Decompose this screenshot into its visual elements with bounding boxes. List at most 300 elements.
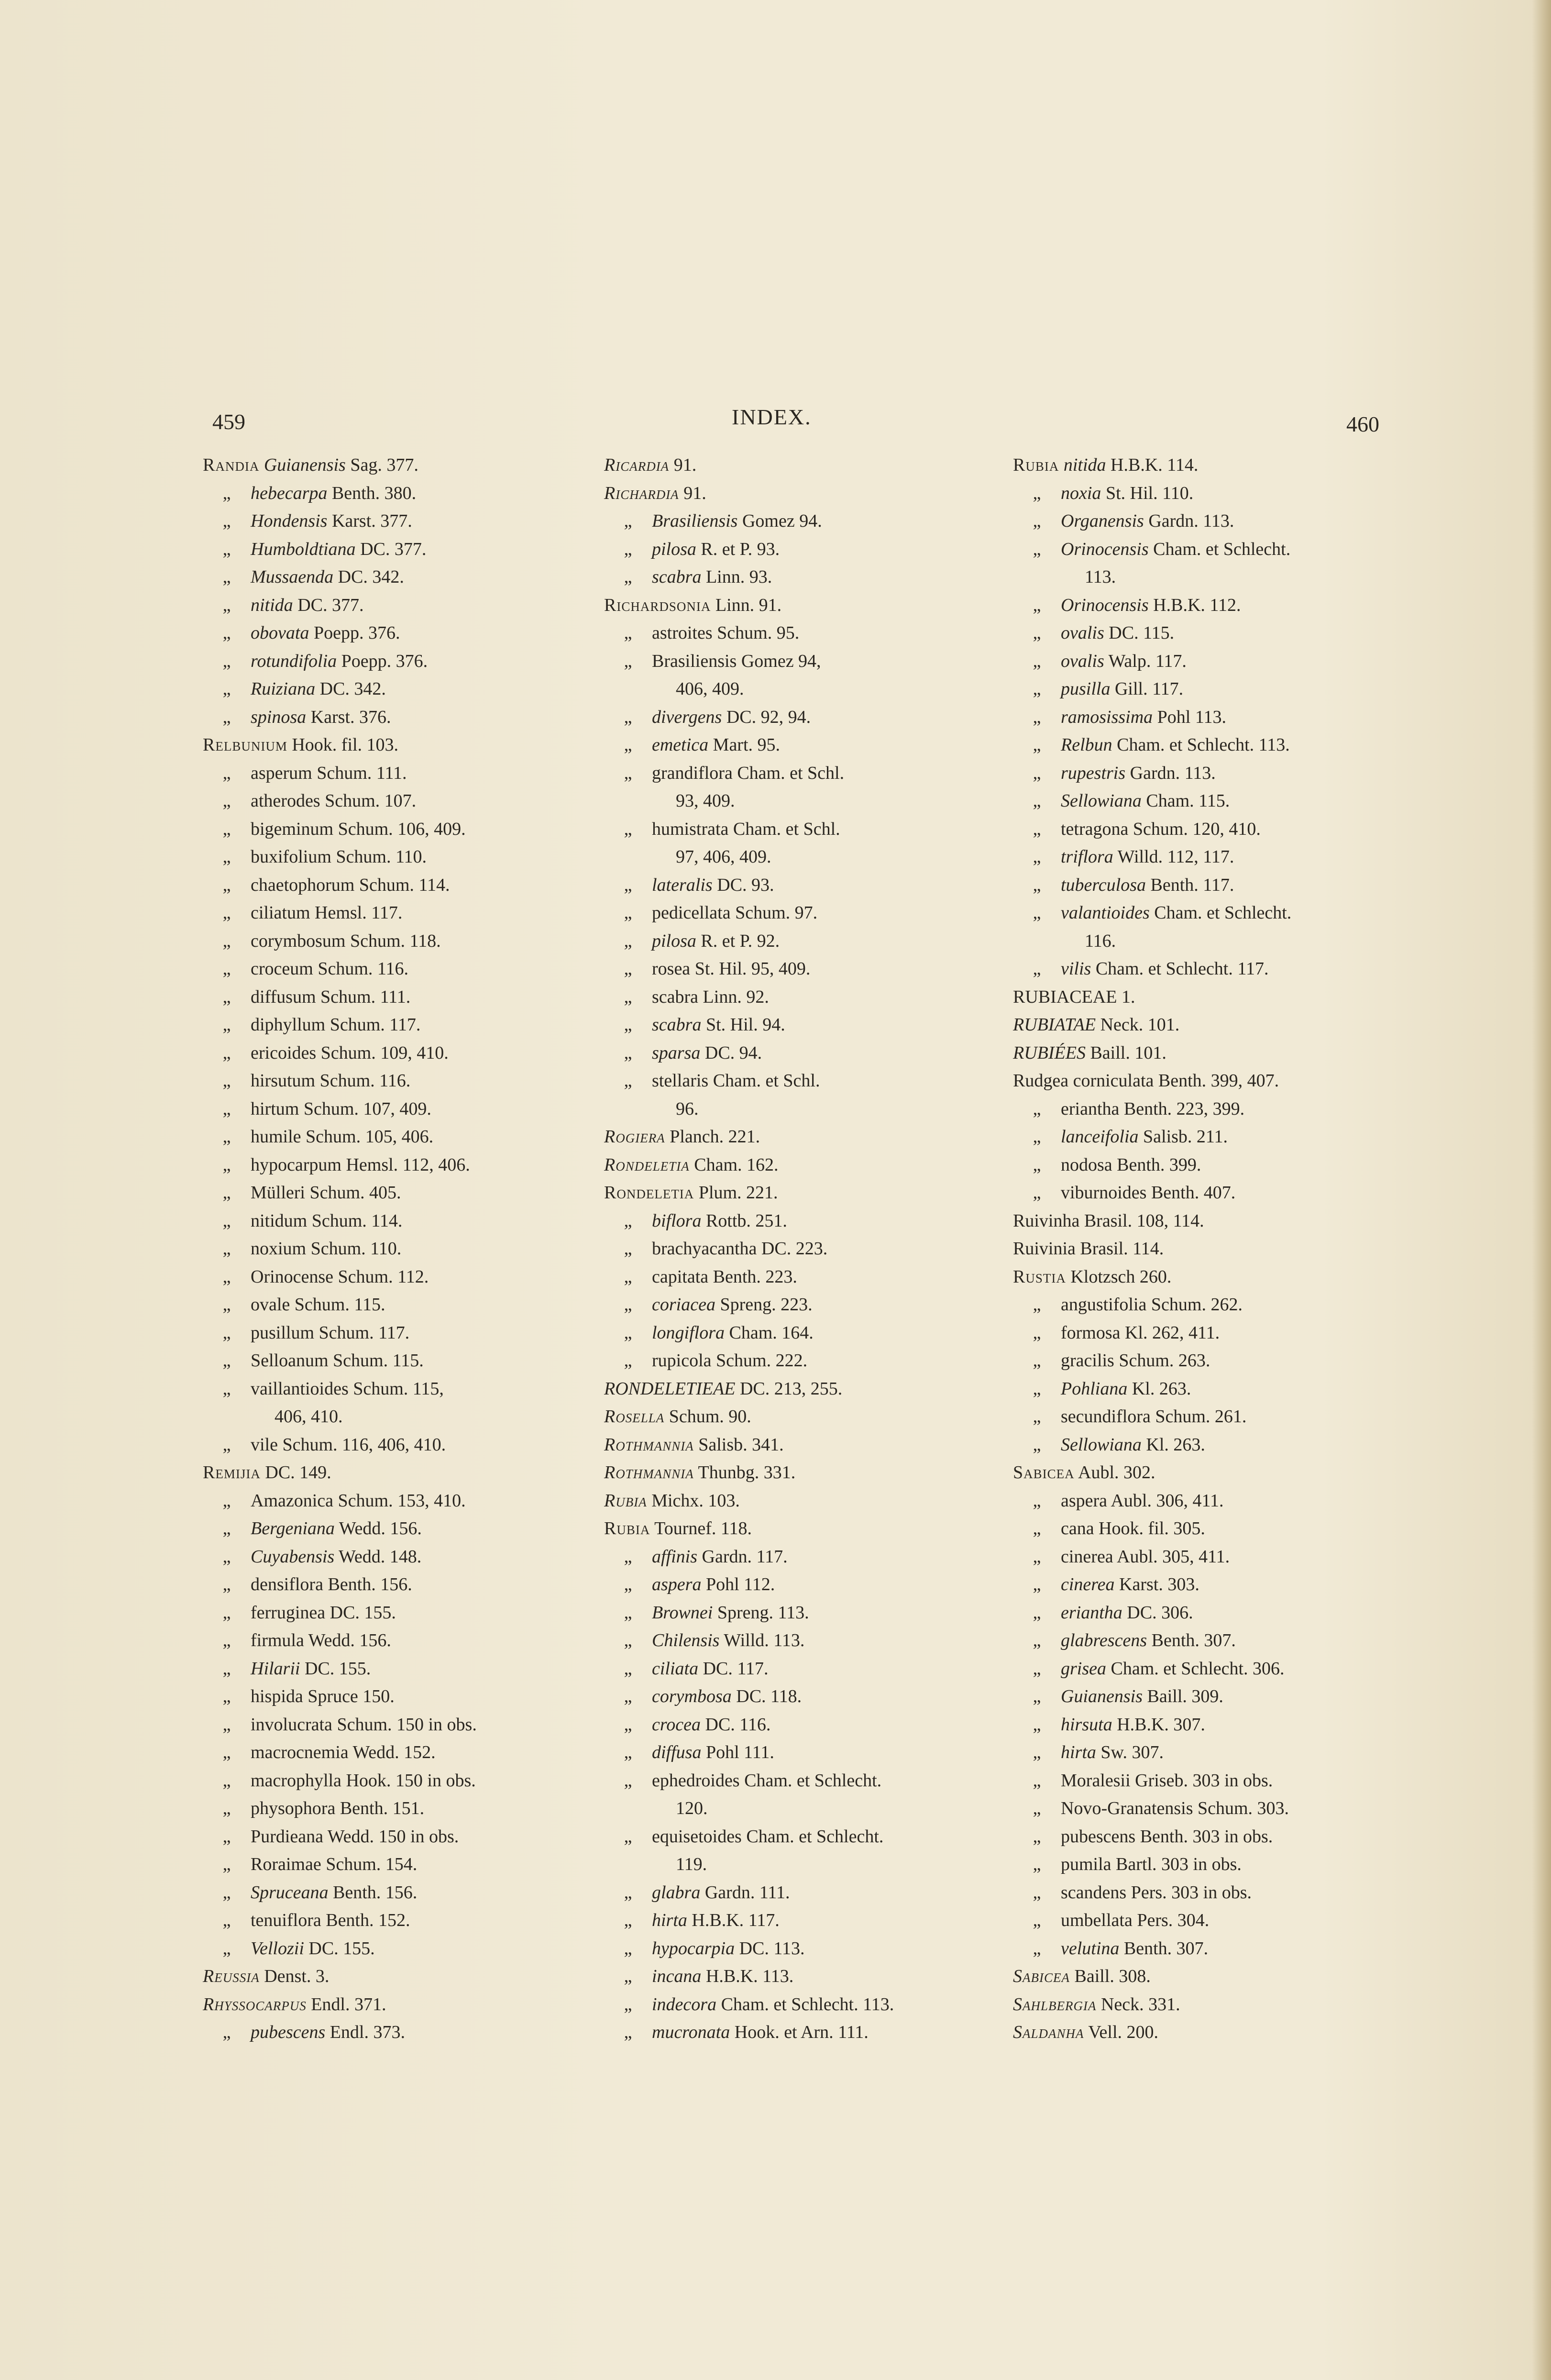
authority: R. et P. 93.	[696, 539, 780, 559]
genus-synonym: Sahlbergia	[1013, 1994, 1097, 2015]
index-entry	[604, 1403, 1015, 1431]
species-name: obovata	[251, 623, 309, 643]
index-entry	[604, 1627, 1015, 1655]
authority: Schum. 111.	[316, 986, 411, 1007]
species-name: atherodes	[251, 791, 320, 811]
authority: Tournef. 118.	[650, 1518, 752, 1539]
entry-text: Ruivinia Brasil. 114.	[1013, 1239, 1164, 1259]
ditto-mark: „	[624, 1546, 632, 1567]
species-name: asperum	[251, 763, 312, 783]
genus-name: Rubia	[604, 1518, 650, 1539]
index-entry	[1013, 927, 1424, 955]
authority: Cham. 164.	[725, 1322, 814, 1343]
species-name: formosa	[1061, 1322, 1121, 1343]
index-column-3	[1013, 451, 1424, 2047]
index-entry	[604, 1347, 1015, 1375]
index-entry	[604, 1599, 1015, 1627]
index-entry	[203, 507, 614, 535]
authority: Gardn. 117.	[697, 1546, 788, 1567]
species-name: Ruiziana	[251, 679, 316, 699]
index-entry	[203, 1571, 614, 1599]
index-entry	[604, 1207, 1015, 1235]
ditto-mark: „	[1033, 1938, 1041, 1959]
index-entry	[1013, 1263, 1424, 1291]
species-name: ramosissima	[1061, 707, 1153, 727]
species-name: ciliata	[652, 1658, 699, 1679]
index-entry	[604, 1179, 1015, 1207]
authority: Cham. et Schlecht.	[739, 1770, 882, 1791]
entry-continuation: 93, 409.	[676, 791, 735, 811]
index-entry	[203, 675, 614, 703]
genus-name: Rubia	[1013, 455, 1059, 475]
ditto-mark: „	[624, 1742, 632, 1762]
authority: Hemsl. 117.	[310, 903, 403, 923]
tribe-name: RUBIÉES	[1013, 1042, 1086, 1063]
species-name: Purdieana	[251, 1826, 323, 1847]
species-name: macrophylla	[251, 1770, 341, 1791]
ditto-mark: „	[222, 763, 231, 783]
ditto-mark: „	[222, 1239, 231, 1259]
genus-synonym: Rosella	[604, 1406, 665, 1427]
index-entry	[203, 1599, 614, 1627]
ditto-mark: „	[1033, 1434, 1041, 1455]
index-entry	[1013, 1767, 1424, 1795]
species-name: diffusum	[251, 986, 316, 1007]
authority: Gardn. 113.	[1144, 511, 1234, 531]
authority: Schum. 117.	[325, 1015, 421, 1035]
authority: Aubl. 305, 411.	[1113, 1546, 1230, 1567]
ditto-mark: „	[222, 1546, 231, 1567]
authority: Hook. fil. 103.	[287, 735, 399, 755]
ditto-mark: „	[1033, 819, 1041, 839]
ditto-mark: „	[222, 1490, 231, 1511]
authority: DC. 115.	[1104, 623, 1175, 643]
species-name: scabra	[652, 1015, 702, 1035]
authority: Michx. 103.	[647, 1490, 740, 1511]
species-name: nitidum	[251, 1210, 308, 1231]
species-name: affinis	[652, 1546, 698, 1567]
entry-continuation: 113.	[1085, 567, 1116, 587]
ditto-mark: „	[624, 1630, 632, 1650]
index-entry	[604, 1431, 1015, 1459]
species-name: vilis	[1061, 959, 1091, 979]
authority: Bartl. 303 in obs.	[1111, 1854, 1242, 1874]
authority: Benth. 156.	[323, 1574, 412, 1594]
authority: DC. 118.	[731, 1686, 802, 1706]
authority: DC. 116.	[700, 1714, 771, 1735]
index-entry	[1013, 451, 1424, 479]
species-name: capitata	[652, 1266, 709, 1287]
ditto-mark: „	[1033, 1686, 1041, 1706]
index-entry	[604, 927, 1015, 955]
page-header	[0, 404, 1551, 443]
genus-name: Rondeletia	[604, 1183, 694, 1203]
authority: Schum. 116, 406, 410.	[277, 1434, 446, 1455]
ditto-mark: „	[624, 1826, 632, 1847]
index-entry	[604, 563, 1015, 591]
species-name: divergens	[652, 707, 722, 727]
index-entry	[604, 451, 1015, 479]
species-name: angustifolia	[1061, 1295, 1147, 1315]
index-entry	[1013, 1347, 1424, 1375]
species-name: Humboldtiana	[251, 539, 356, 559]
ditto-mark: „	[1033, 1910, 1041, 1930]
entry-continuation: 406, 409.	[676, 679, 744, 699]
ditto-mark: „	[624, 1994, 632, 2015]
authority: DC. 94.	[700, 1042, 762, 1063]
authority: St. Hil. 95, 409.	[690, 959, 811, 979]
left-page-number: 459	[212, 410, 245, 434]
index-entry	[1013, 1011, 1424, 1039]
species-name: grandiflora	[652, 763, 733, 783]
index-entry	[604, 1571, 1015, 1599]
authority: Benth. 117.	[1146, 875, 1234, 895]
index-entry	[1013, 675, 1424, 703]
ditto-mark: „	[1033, 511, 1041, 531]
ditto-mark: „	[624, 707, 632, 727]
species-name: eriantha	[1061, 1602, 1122, 1623]
authority: Schum. 117.	[314, 1322, 410, 1343]
genus-name: Rustia	[1013, 1266, 1066, 1287]
species-name: hirta	[1061, 1742, 1096, 1762]
index-entry	[1013, 1794, 1424, 1823]
authority: Wedd. 152.	[348, 1742, 436, 1762]
authority: Cham. 115.	[1141, 791, 1230, 811]
genus-synonym: Rothmannia	[604, 1434, 694, 1455]
index-entry	[203, 535, 614, 564]
index-entry	[203, 1431, 614, 1459]
ditto-mark: „	[1033, 1770, 1041, 1791]
genus-name: Relbunium	[203, 735, 287, 755]
ditto-mark: „	[624, 735, 632, 755]
species-name: Chilensis	[652, 1630, 720, 1650]
index-entry	[203, 843, 614, 871]
ditto-mark: „	[624, 651, 632, 671]
species-name: nodosa	[1061, 1154, 1112, 1175]
species-name: hebecarpa	[251, 483, 328, 503]
species-name: aspera	[652, 1574, 702, 1594]
ditto-mark: „	[624, 623, 632, 643]
index-entry	[604, 1991, 1015, 2019]
species-name: ovalis	[1061, 651, 1104, 671]
species-name: longiflora	[652, 1322, 725, 1343]
authority: H.B.K. 112.	[1148, 595, 1241, 615]
index-entry	[203, 731, 614, 759]
species-name: Sellowiana	[1061, 791, 1142, 811]
authority: Linn. 92.	[698, 986, 769, 1007]
ditto-mark: „	[624, 1210, 632, 1231]
index-entry	[203, 1794, 614, 1823]
species-name: pilosa	[652, 930, 696, 951]
index-entry	[203, 1067, 614, 1095]
authority: Schum. 90.	[664, 1406, 751, 1427]
species-name: ephedroides	[652, 1770, 740, 1791]
ditto-mark: „	[1033, 1518, 1041, 1539]
index-entry	[604, 1515, 1015, 1543]
ditto-mark: „	[222, 1826, 231, 1847]
index-entry	[203, 787, 614, 815]
genus-synonym: Reussia	[203, 1966, 260, 1986]
index-entry	[604, 731, 1015, 759]
ditto-mark: „	[1033, 1546, 1041, 1567]
authority: DC. 213, 255.	[735, 1378, 843, 1399]
ditto-mark: „	[222, 1742, 231, 1762]
ditto-mark: „	[222, 875, 231, 895]
authority: Pers. 304.	[1132, 1910, 1210, 1930]
species-name: astroites	[652, 623, 713, 643]
species-name: cinerea	[1061, 1574, 1115, 1594]
ditto-mark: „	[624, 1658, 632, 1679]
species-name: aspera	[1061, 1490, 1108, 1511]
ditto-mark: „	[222, 539, 231, 559]
authority: R. et P. 92.	[696, 930, 780, 951]
index-entry	[1013, 759, 1424, 787]
ditto-mark: „	[1033, 1826, 1041, 1847]
index-entry	[1013, 1207, 1424, 1235]
index-entry	[1013, 1459, 1424, 1487]
species-name: incana	[652, 1966, 702, 1986]
index-entry	[604, 647, 1015, 675]
species-name: ciliatum	[251, 903, 310, 923]
authority: Schum. 112.	[333, 1266, 429, 1287]
index-entry	[604, 479, 1015, 508]
index-entry	[203, 871, 614, 899]
ditto-mark: „	[222, 1910, 231, 1930]
index-entry	[1013, 619, 1424, 647]
ditto-mark: „	[1033, 1854, 1041, 1874]
index-entry	[604, 1375, 1015, 1403]
index-column-2	[604, 451, 1015, 2047]
index-entry	[203, 1487, 614, 1515]
authority: Poepp. 376.	[309, 623, 400, 643]
ditto-mark: „	[624, 1042, 632, 1063]
species-name: secundiflora	[1061, 1406, 1151, 1427]
ditto-mark: „	[222, 2022, 231, 2042]
index-entry	[203, 1738, 614, 1767]
index-entry	[203, 1655, 614, 1683]
genus-synonym: Saldanha	[1013, 2022, 1084, 2042]
ditto-mark: „	[222, 595, 231, 615]
index-entry	[604, 703, 1015, 731]
species-name: biflora	[652, 1210, 702, 1231]
species-name: Sellowiana	[1061, 1434, 1142, 1455]
ditto-mark: „	[222, 1210, 231, 1231]
index-entry	[203, 1151, 614, 1179]
ditto-mark: „	[1033, 1322, 1041, 1343]
index-entry	[604, 1655, 1015, 1683]
index-entry	[203, 1179, 614, 1207]
ditto-mark: „	[222, 819, 231, 839]
ditto-mark: „	[222, 1770, 231, 1791]
authority: DC. 377.	[355, 539, 427, 559]
species-name: Vellozii	[251, 1938, 304, 1959]
species-name: lateralis	[652, 875, 713, 895]
ditto-mark: „	[624, 1015, 632, 1035]
index-entry	[1013, 2018, 1424, 2047]
authority: Wedd. 150 in obs.	[323, 1826, 459, 1847]
authority: Benth. 307.	[1147, 1630, 1236, 1650]
index-entry	[604, 1459, 1015, 1487]
species-name: eriantha	[1061, 1098, 1120, 1119]
species-name: Novo-Granatensis	[1061, 1798, 1193, 1818]
index-entry	[203, 1095, 614, 1123]
index-entry	[1013, 1123, 1424, 1151]
index-entry	[604, 1039, 1015, 1067]
species-name: grisea	[1061, 1658, 1106, 1679]
authority: Klotzsch 260.	[1066, 1266, 1172, 1287]
ditto-mark: „	[624, 1266, 632, 1287]
index-entry	[1013, 563, 1424, 591]
ditto-mark: „	[222, 1574, 231, 1594]
authority: Spreng. 223.	[715, 1295, 813, 1315]
index-entry	[1013, 983, 1424, 1011]
species-name: hirta	[652, 1910, 687, 1930]
authority: Endl. 373.	[325, 2022, 405, 2042]
ditto-mark: „	[624, 959, 632, 979]
entry-continuation: 406, 410.	[275, 1406, 343, 1427]
authority: Schum. 111.	[312, 763, 407, 783]
authority: DC. 306.	[1122, 1602, 1193, 1623]
species-name: cinerea	[1061, 1546, 1113, 1567]
authority: DC. 155.	[325, 1602, 396, 1623]
authority: Schum. 116.	[313, 959, 408, 979]
ditto-mark: „	[1033, 1351, 1041, 1371]
species-name: scabra	[652, 567, 702, 587]
index-entry	[604, 1067, 1015, 1095]
authority: Endl. 371.	[306, 1994, 386, 2015]
authority: Neck. 101.	[1096, 1015, 1180, 1035]
species-name: Relbun	[1061, 735, 1112, 755]
index-entry	[203, 1711, 614, 1739]
ditto-mark: „	[1033, 679, 1041, 699]
ditto-mark: „	[624, 1351, 632, 1371]
authority: Sag. 377.	[345, 455, 418, 475]
index-entry	[604, 1767, 1015, 1795]
species-name: Guianensis	[1061, 1686, 1143, 1706]
authority: Planch. 221.	[665, 1127, 760, 1147]
ditto-mark: „	[624, 539, 632, 559]
ditto-mark: „	[624, 1295, 632, 1315]
index-entry	[1013, 1151, 1424, 1179]
species-name: Orinocense	[251, 1266, 334, 1287]
ditto-mark: „	[1033, 903, 1041, 923]
genus-name: Sabicea	[1013, 1462, 1075, 1483]
index-entry	[203, 647, 614, 675]
ditto-mark: „	[624, 1686, 632, 1706]
authority: Schum. 107, 409.	[299, 1098, 431, 1119]
tribe-name: RONDELETIEAE	[604, 1378, 736, 1399]
index-entry	[1013, 1738, 1424, 1767]
ditto-mark: „	[1033, 1742, 1041, 1762]
authority: Karst. 376.	[306, 707, 391, 727]
species-name: scandens	[1061, 1882, 1127, 1903]
index-entry	[203, 1515, 614, 1543]
species-name: brachyacantha	[652, 1239, 757, 1259]
authority: Gardn. 111.	[700, 1882, 790, 1903]
authority: Schum. 153, 410.	[333, 1490, 466, 1511]
index-entry	[1013, 1179, 1424, 1207]
species-name: pumila	[1061, 1854, 1111, 1874]
index-entry	[203, 1319, 614, 1347]
authority: Hemsl. 112, 406.	[341, 1154, 470, 1175]
authority: Schum. 263.	[1114, 1351, 1210, 1371]
index-entry	[604, 1683, 1015, 1711]
authority: 91.	[679, 483, 706, 503]
index-entry	[604, 1235, 1015, 1263]
genus-name: Remijia	[203, 1462, 261, 1483]
authority: Linn. 91.	[711, 595, 782, 615]
entry-continuation: 120.	[676, 1798, 708, 1818]
ditto-mark: „	[222, 1295, 231, 1315]
ditto-mark: „	[1033, 1295, 1041, 1315]
authority: DC. 113.	[735, 1938, 805, 1959]
species-name: umbellata	[1061, 1910, 1133, 1930]
index-entry	[1013, 1683, 1424, 1711]
species-name: Guianensis	[264, 455, 346, 475]
genus-synonym: Ricardia	[604, 455, 670, 475]
authority: Schum. 261.	[1150, 1406, 1247, 1427]
authority: Karst. 377.	[327, 511, 412, 531]
ditto-mark: „	[624, 1910, 632, 1930]
index-entry	[203, 1850, 614, 1879]
ditto-mark: „	[1033, 1127, 1041, 1147]
entry-continuation: 96.	[676, 1098, 699, 1119]
index-entry	[1013, 1906, 1424, 1935]
authority: Schum. 110.	[331, 847, 427, 867]
species-name: humile	[251, 1127, 301, 1147]
authority: Wedd. 156.	[334, 1518, 422, 1539]
authority: Benth. 156.	[328, 1882, 418, 1903]
species-name: densiflora	[251, 1574, 323, 1594]
species-name: Pohliana	[1061, 1378, 1128, 1399]
authority: H.B.K. 113.	[701, 1966, 794, 1986]
authority: Cham. et Schlecht.	[741, 1826, 884, 1847]
species-name: Brasiliensis	[652, 511, 738, 531]
species-name: triflora	[1061, 847, 1113, 867]
index-entry	[203, 619, 614, 647]
index-entry	[604, 1906, 1015, 1935]
species-name: Brasiliensis	[652, 651, 737, 671]
index-entry	[203, 1235, 614, 1263]
index-entry	[1013, 1291, 1424, 1319]
entry-text: Ruivinha Brasil. 108, 114.	[1013, 1210, 1204, 1231]
authority: Schum. 114.	[307, 1210, 403, 1231]
species-name: firmula	[251, 1630, 304, 1650]
index-entry	[1013, 647, 1424, 675]
ditto-mark: „	[624, 930, 632, 951]
species-name: mucronata	[652, 2022, 730, 2042]
index-entry	[1013, 1571, 1424, 1599]
ditto-mark: „	[222, 959, 231, 979]
authority: H.B.K. 307.	[1112, 1714, 1205, 1735]
authority: Benth. 303 in obs.	[1135, 1826, 1273, 1847]
ditto-mark: „	[222, 1602, 231, 1623]
index-entry	[1013, 1962, 1424, 1991]
index-entry	[203, 2018, 614, 2047]
ditto-mark: „	[222, 567, 231, 587]
genus-synonym: Rogiera	[604, 1127, 665, 1147]
ditto-mark: „	[1033, 959, 1041, 979]
authority: Rottb. 251.	[701, 1210, 787, 1231]
index-entry	[203, 759, 614, 787]
species-name: viburnoides	[1061, 1183, 1147, 1203]
species-name: Orinocensis	[1061, 595, 1149, 615]
index-entry	[1013, 1067, 1424, 1095]
ditto-mark: „	[222, 1630, 231, 1650]
authority: Schum. 115.	[328, 1351, 424, 1371]
ditto-mark: „	[222, 1127, 231, 1147]
index-entry	[604, 1151, 1015, 1179]
